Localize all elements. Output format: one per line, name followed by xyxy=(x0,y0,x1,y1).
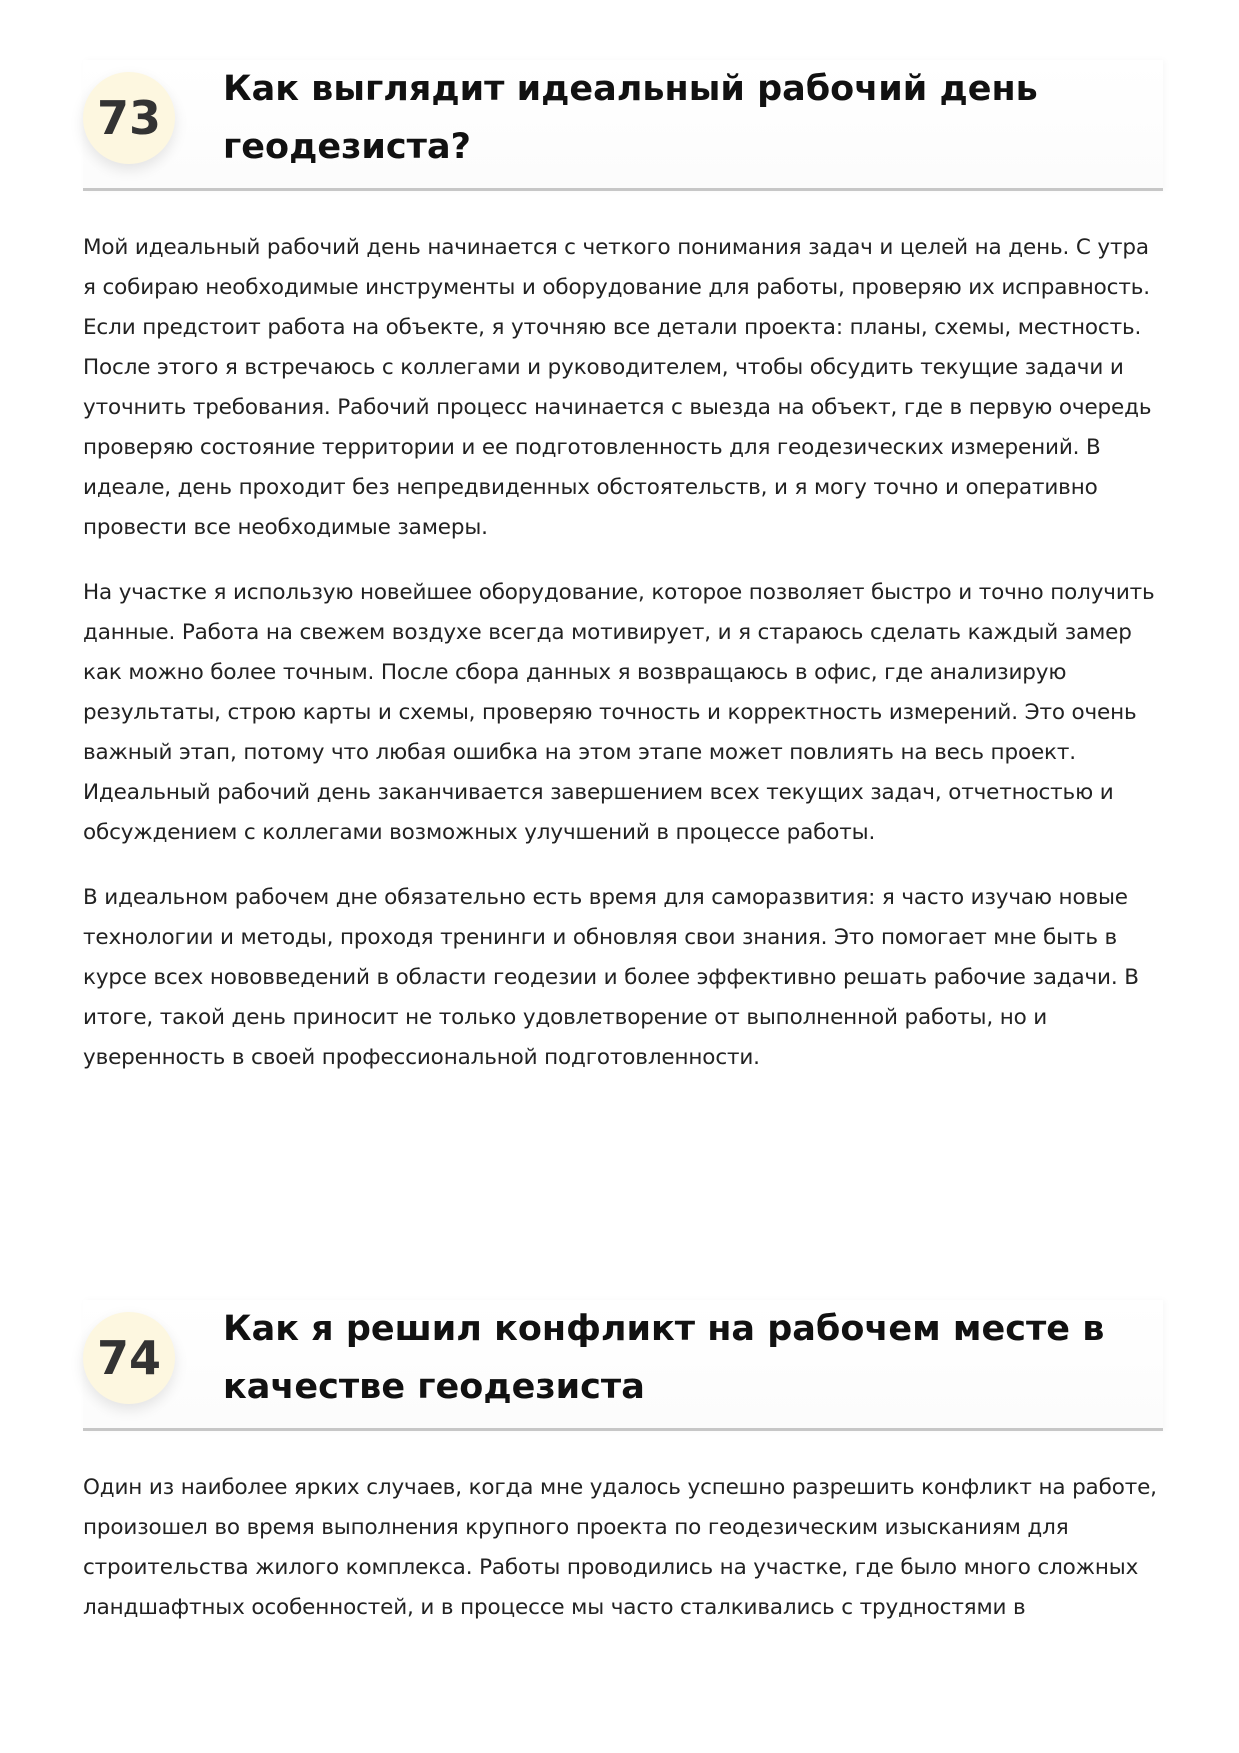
paragraph: На участке я использую новейшее оборудование, которое позволяет быстро и точно получить данные. Работа на свежем воздухе всегда мотивирует, и я стараюсь сделать каждый замер как можно более точным. После сбора данных я возвращаюсь в офис, где анализирую результаты, строю карты и схемы, проверяю точность и корректность измерений. Это очень важный этап, потому что любая ошибка на этом этапе может повлиять на весь проект. Идеальный рабочий день заканчивается завершением всех текущих задач, отчетностью и обсуждением с коллегами возможных улучшений в процессе работы. xyxy=(83,580,1155,845)
paragraph: Один из наиболее ярких случаев, когда мне удалось успешно разрешить конфликт на работе, произошел во время выполнения крупного проекта по геодезическим изысканиям для строительства жилого комплекса. Работы проводились на участке, где было много сложных ландшафтных особенностей, и в процессе мы часто сталкивались с трудностями в xyxy=(83,1475,1157,1620)
section-header xyxy=(83,60,1163,191)
section-74 xyxy=(0,1300,1239,1653)
section-number-badge: 74 xyxy=(83,1312,175,1404)
section-number-badge: 73 xyxy=(83,72,175,164)
paragraph: В идеальном рабочем дне обязательно есть время для саморазвития: я часто изучаю новые технологии и методы, проходя тренинги и обновляя свои знания. Это помогает мне быть в курсе всех нововведений в области геодезии и более эффективно решать рабочие задачи. В итоге, такой день приносит не только удовлетворение от выполненной работы, но и уверенность в своей профессиональной подготовленности. xyxy=(83,885,1139,1070)
section-title: Как я решил конфликт на рабочем месте в качестве геодезиста xyxy=(223,1309,1105,1407)
section-body xyxy=(83,228,1168,1078)
section-header xyxy=(83,1300,1163,1431)
section-title: Как выглядит идеальный рабочий день геодезиста? xyxy=(223,69,1038,167)
section-body xyxy=(83,1468,1168,1628)
paragraph: Мой идеальный рабочий день начинается с четкого понимания задач и целей на день. С утра я собираю необходимые инструменты и оборудование для работы, проверяю их исправность. Если предстоит работа на объекте, я уточняю все детали проекта: планы, схемы, местность. После этого я встречаюсь с коллегами и руководителем, чтобы обсудить текущие задачи и уточнить требования. Рабочий процесс начинается с выезда на объект, где в первую очередь проверяю состояние территории и ее подготовленность для геодезических измерений. В идеале, день проходит без непредвиденных обстоятельств, и я могу точно и оперативно провести все необходимые замеры. xyxy=(83,235,1152,540)
section-73 xyxy=(0,60,1239,1103)
